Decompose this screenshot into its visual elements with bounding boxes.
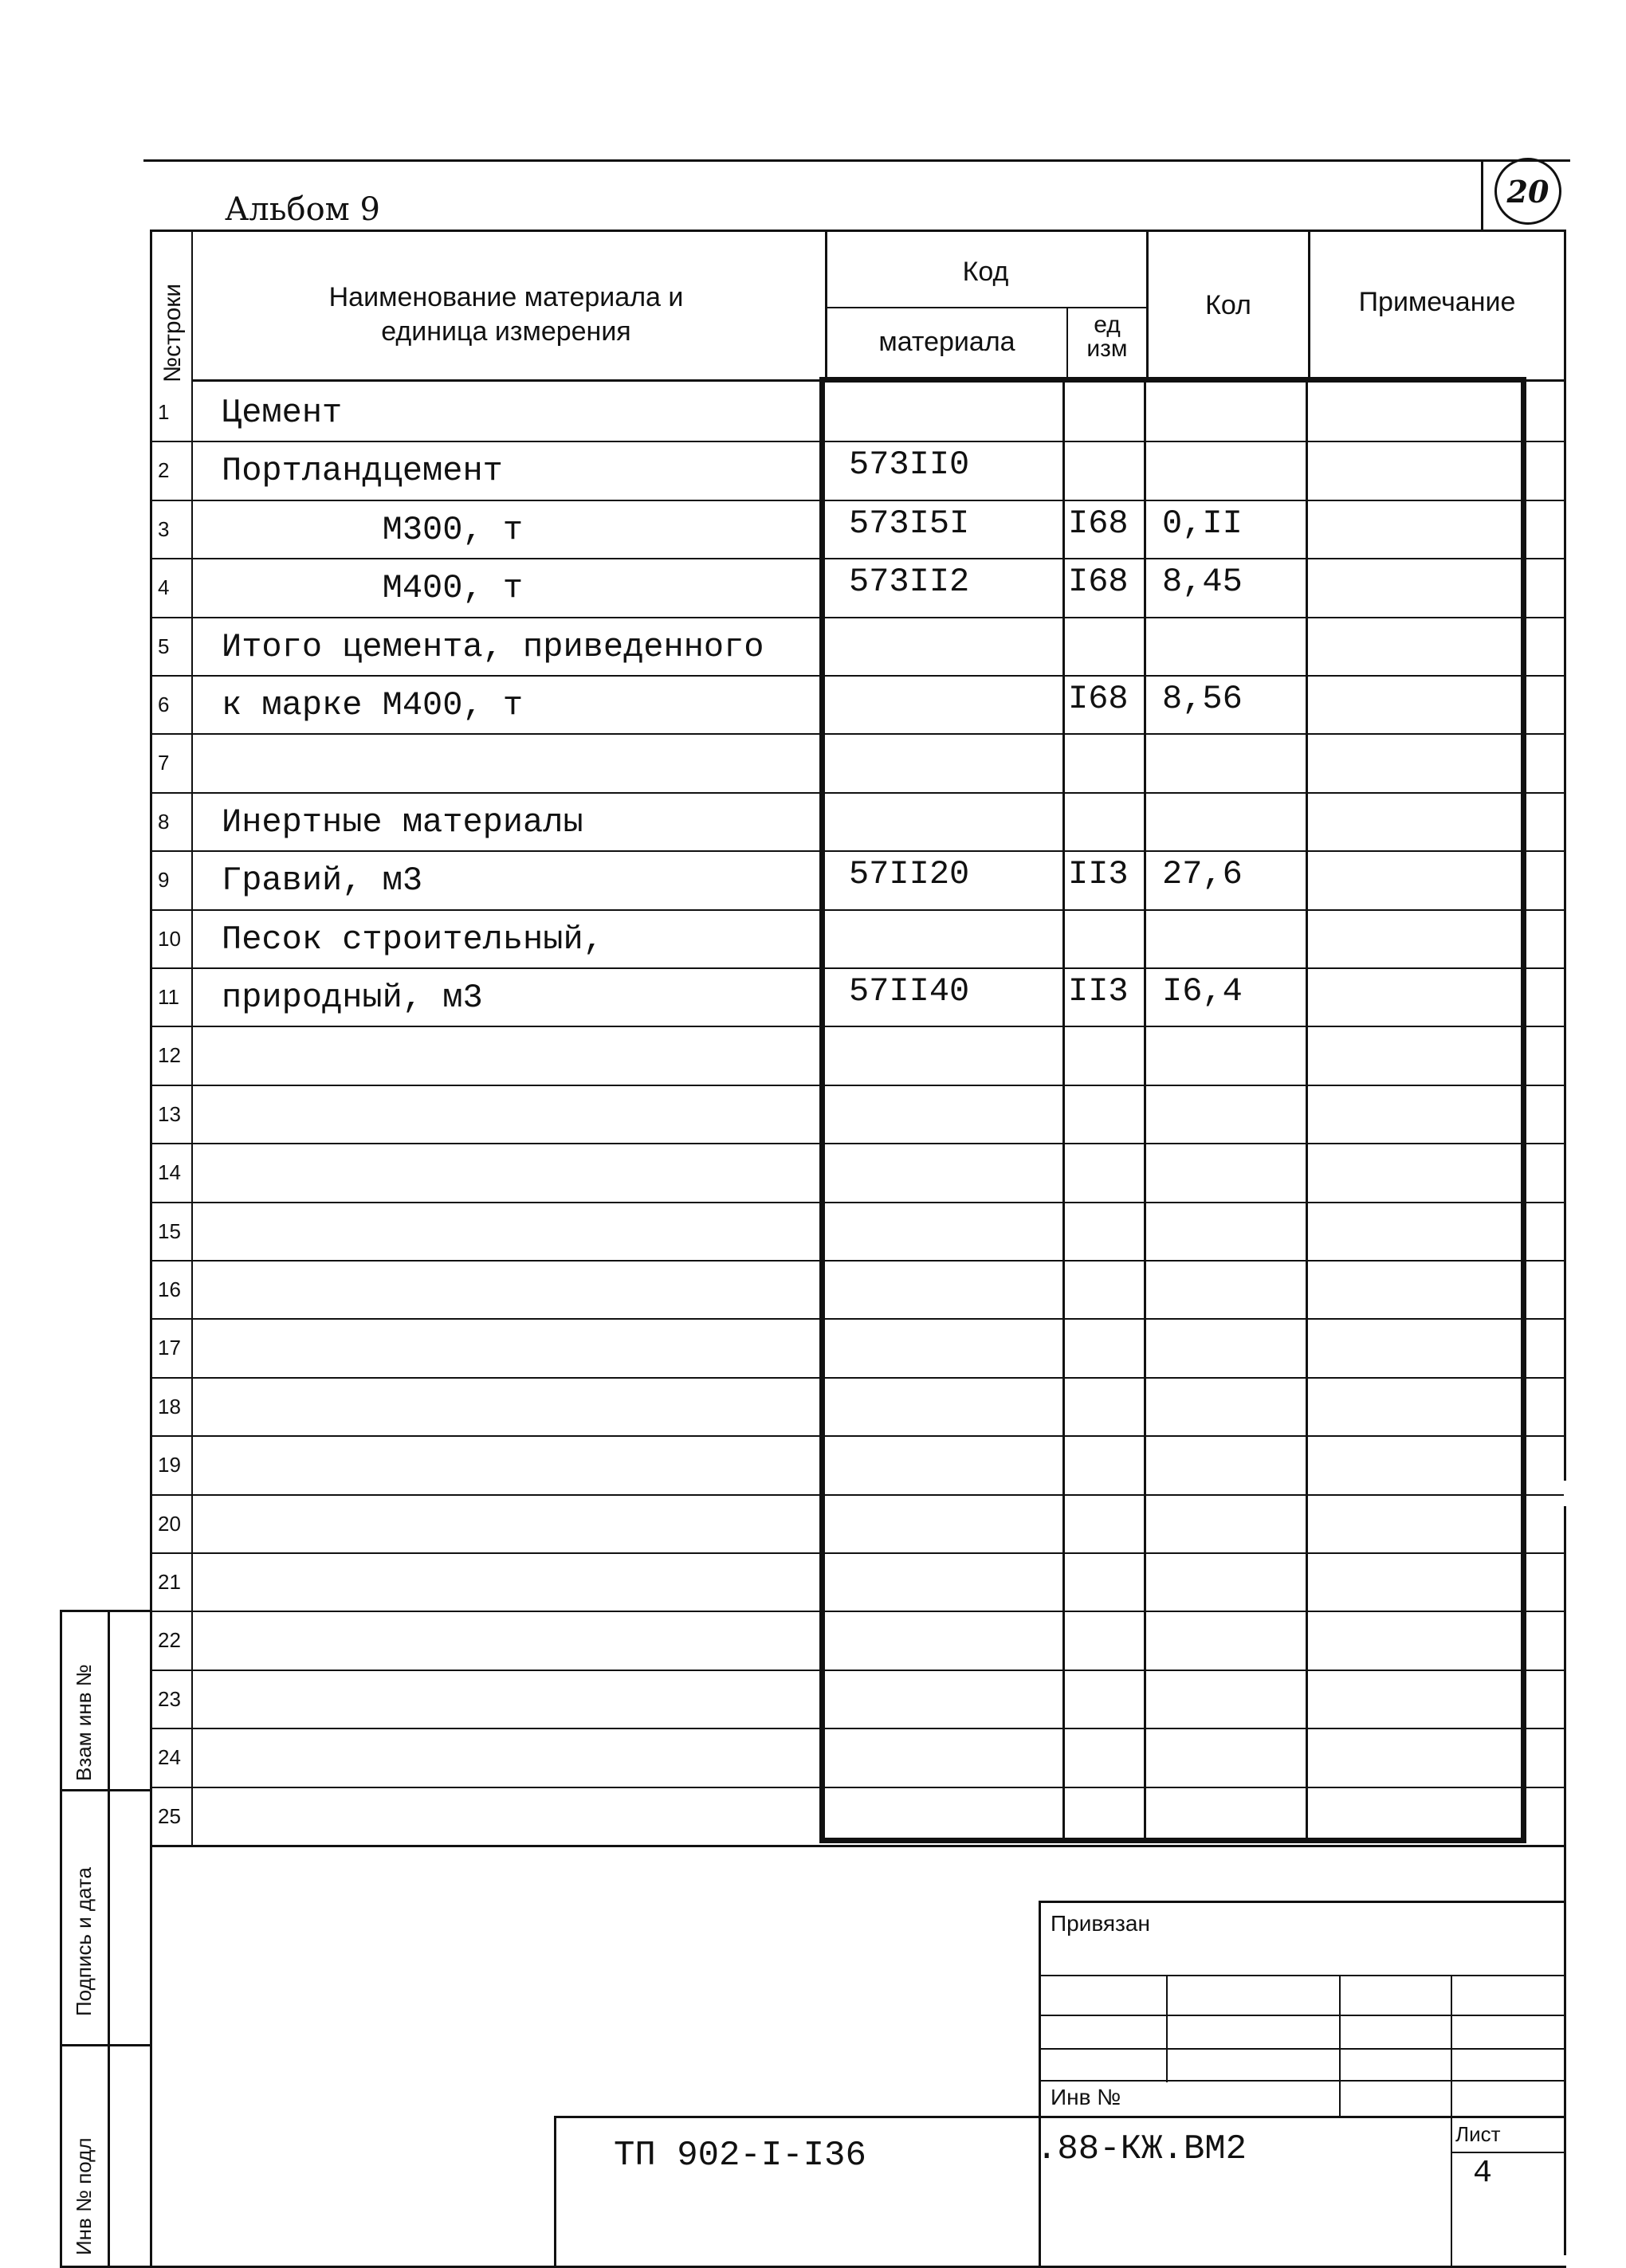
row-divider	[151, 1728, 1564, 1729]
row-number: 8	[158, 809, 170, 834]
row-divider	[151, 1202, 1564, 1203]
row-divider	[151, 1494, 1564, 1496]
quantity: 8,45	[1162, 563, 1243, 602]
row-number: 22	[158, 1628, 181, 1653]
header-row-no: №строки	[159, 283, 186, 383]
row-divider	[151, 500, 1564, 501]
album-label: Альбом 9	[225, 191, 380, 228]
unit-code: II3	[1068, 855, 1129, 894]
row-number: 14	[158, 1160, 181, 1185]
row-divider	[151, 1085, 1564, 1086]
sheet-label: Лист	[1455, 2122, 1501, 2146]
material-name: Песок строительный,	[222, 920, 603, 959]
row-number: 17	[158, 1336, 181, 1360]
material-name: природный, м3	[222, 979, 483, 1017]
row-number: 4	[158, 575, 170, 600]
row-divider	[151, 675, 1564, 677]
row-divider	[151, 733, 1564, 735]
material-name: М300, т	[222, 510, 524, 549]
attached-label: Привязан	[1051, 1911, 1150, 1936]
material-name: Итого цемента, приведенного	[222, 627, 764, 666]
row-divider	[151, 1318, 1564, 1320]
row-divider	[151, 909, 1564, 911]
page-number: 20	[1494, 158, 1561, 225]
row-number: 12	[158, 1043, 181, 1068]
row-number: 15	[158, 1218, 181, 1243]
row-number: 3	[158, 516, 170, 541]
header-name: Наименование материала и единица измерения	[328, 282, 684, 347]
row-number: 1	[158, 400, 170, 424]
row-number: 11	[158, 985, 179, 1009]
doc-code-left: ТП 902-I-I36	[614, 2136, 866, 2176]
row-number: 21	[158, 1570, 181, 1594]
row-number: 25	[158, 1803, 181, 1828]
unit-code: I68	[1068, 680, 1129, 718]
quantity: 8,56	[1162, 680, 1243, 718]
row-divider	[151, 1377, 1564, 1379]
stamp-replace-inv: Взам инв №	[72, 1664, 96, 1781]
row-number: 19	[158, 1453, 181, 1477]
header-material: материала	[878, 327, 1015, 357]
material-name: Цемент	[222, 394, 343, 432]
row-number: 16	[158, 1277, 181, 1301]
row-number: 5	[158, 634, 170, 658]
row-number: 23	[158, 1686, 181, 1711]
row-divider	[151, 617, 1564, 618]
row-divider	[151, 850, 1564, 852]
doc-code-right: .88-КЖ.ВМ2	[1036, 2129, 1247, 2169]
unit-code: I68	[1068, 504, 1129, 543]
row-divider	[151, 1260, 1564, 1262]
quantity: 27,6	[1162, 855, 1243, 894]
unit-code: II3	[1068, 972, 1129, 1010]
material-code: 57II40	[849, 972, 970, 1010]
inv-no-label: Инв №	[1051, 2085, 1121, 2109]
header-qty: Кол	[1205, 290, 1251, 320]
row-divider	[151, 1611, 1564, 1612]
stamp-signature-date: Подпись и дата	[72, 1866, 96, 2016]
row-divider	[151, 792, 1564, 794]
row-number: 7	[158, 751, 170, 775]
material-name: к марке М400, т	[222, 686, 524, 724]
quantity: 0,II	[1162, 504, 1243, 543]
row-divider	[151, 558, 1564, 559]
material-name: Портландцемент	[222, 452, 503, 491]
header-note: Примечание	[1358, 287, 1516, 317]
row-divider	[151, 1845, 1564, 1846]
material-name: Инертные материалы	[222, 802, 583, 842]
row-divider	[151, 1552, 1564, 1554]
header-code: Код	[962, 257, 1009, 287]
row-number: 18	[158, 1394, 181, 1418]
row-number: 10	[158, 926, 181, 951]
row-number: 9	[158, 868, 170, 893]
unit-code: I68	[1068, 563, 1129, 602]
row-divider	[151, 967, 1564, 969]
row-divider	[151, 1670, 1564, 1671]
material-code: 573II2	[849, 563, 970, 602]
row-divider	[151, 441, 1564, 442]
row-divider	[151, 1026, 1564, 1027]
row-number: 13	[158, 1101, 181, 1126]
row-divider	[151, 1143, 1564, 1144]
row-divider	[151, 1787, 1564, 1788]
row-number: 6	[158, 693, 170, 716]
material-code: 573II0	[849, 445, 970, 485]
header-unit: ед изм	[1086, 312, 1128, 362]
sheet-number: 4	[1473, 2156, 1493, 2191]
row-number: 20	[158, 1511, 181, 1536]
material-code: 57II20	[849, 855, 970, 894]
stamp-inv-original: Инв № подл	[72, 2137, 96, 2255]
material-code: 573I5I	[849, 504, 970, 543]
material-name: М400, т	[222, 569, 524, 608]
quantity: I6,4	[1162, 972, 1243, 1010]
row-number: 2	[158, 458, 170, 483]
row-number: 24	[158, 1745, 181, 1770]
material-name: Гравий, м3	[222, 861, 423, 901]
row-divider	[151, 1435, 1564, 1437]
